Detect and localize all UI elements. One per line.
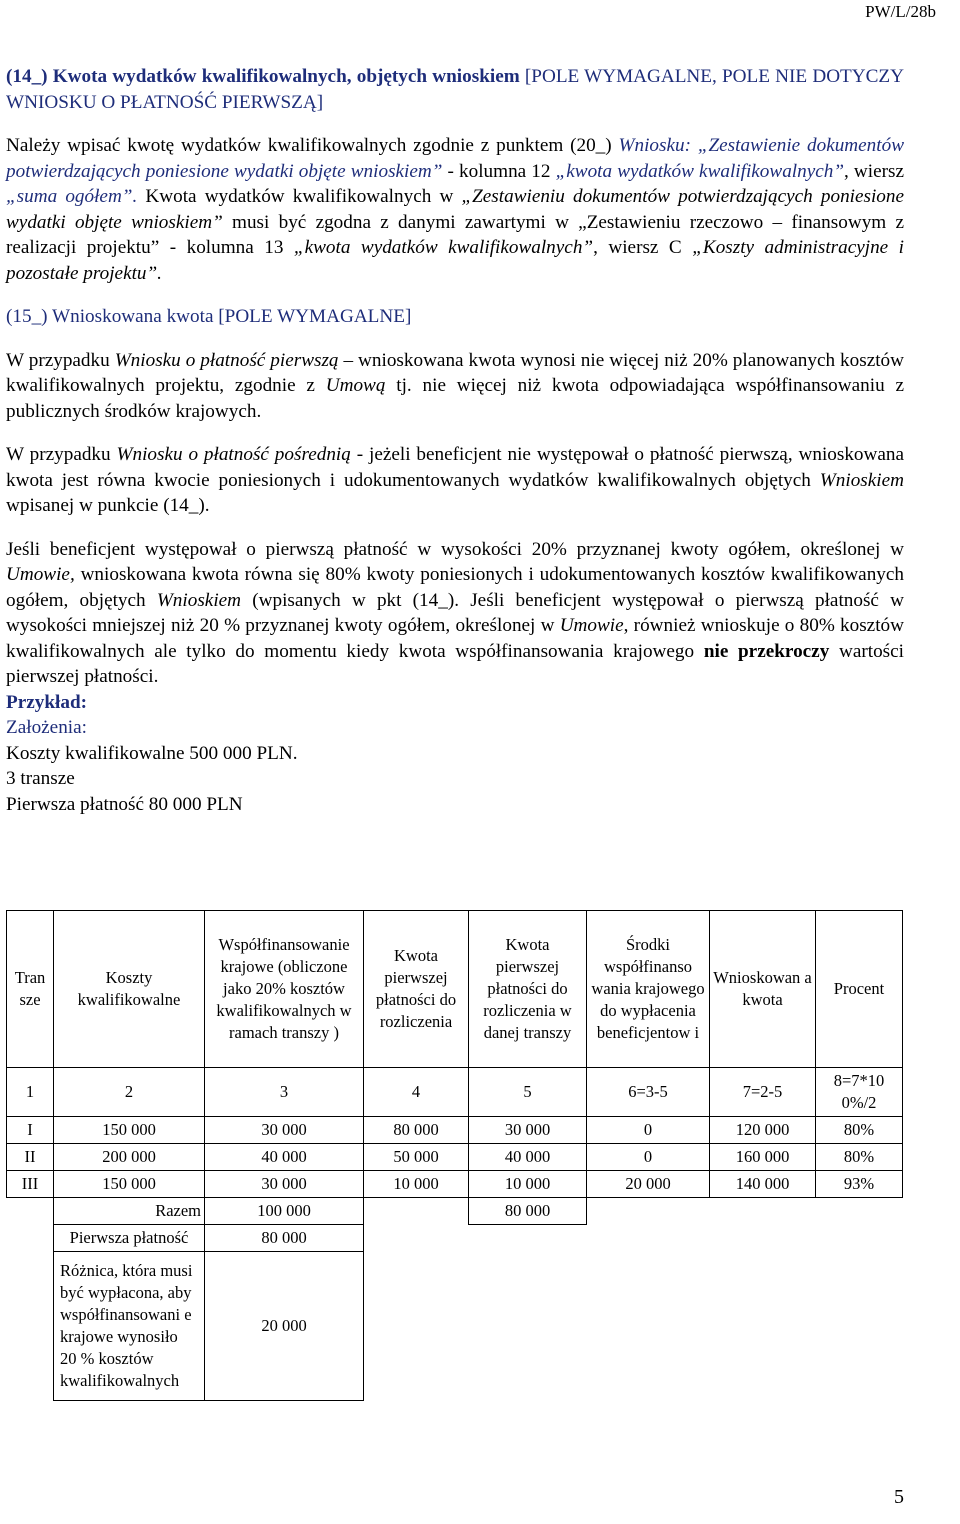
number-cell: 8=7*10 0%/2 <box>816 1068 903 1117</box>
section-15-paragraph-1: W przypadku Wniosku o płatność pierwszą – wnioskowana kwota wynosi nie więcej niż 20% planowanych kosztów kwalifikowalnych projektu, zgodnie z Umową tj. nie więcej niż kwota odpowiadająca współfinansowaniu z publicznych środków krajowych. <box>6 349 904 422</box>
table-cell: 10 000 <box>469 1171 587 1198</box>
table-cell: 93% <box>816 1171 903 1198</box>
table-cell: 80% <box>816 1117 903 1144</box>
number-cell: 6=3-5 <box>587 1068 710 1117</box>
section-15-heading <box>6 304 904 330</box>
table-cell: 30 000 <box>205 1171 364 1198</box>
header-cell: Kwota pierwszej płatności do rozliczenia w danej transzy <box>469 911 587 1068</box>
number-cell: 7=2-5 <box>710 1068 816 1117</box>
number-cell: 4 <box>364 1068 469 1117</box>
example-line-3: Pierwsza płatność 80 000 PLN <box>6 793 243 815</box>
section-14-paragraph: Należy wpisać kwotę wydatków kwalifikowalnych zgodnie z punktem (20_) Wniosku: „Zestawienie dokumentów potwierdzających poniesione wydatki objęte wnioskiem” - kolumna 12 „kwota wydatków kwalifikowalnych”, wiersz „suma ogółem”. Kwota wydatków kwalifikowalnych w „Zestawieniu dokumentów potwierdzających poniesione wydatki objęte wnioskiem” musi być zgodna z danymi zawartymi w „Zestawieniu rzeczowo – finansowym z realizacji projektu” - kolumna 13 „kwota wydatków kwalifikowalnych”, wiersz C „Koszty administracyjne i pozostałe projektu”. <box>6 135 905 284</box>
table-cell: 80% <box>816 1144 903 1171</box>
number-cell: 2 <box>54 1068 205 1117</box>
section-15-paragraph-3: Jeśli beneficjent występował o pierwszą płatność w wysokości 20% przyznanej kwoty ogółem, określonej w Umowie, wnioskowana kwota równa się 80% kwoty poniesionych i udokumentowanych kosztów kwalifikowanych ogółem, objętych Wnioskiem (wpisanych w pkt (14_). Jeśli beneficjent występował o pierwszą płatność w wysokości mniejszej niż 20 % przyznanej kwoty ogółem, określonej w Umowie, również wnioskuje o 80% kosztów kwalifikowalnych ale tylko do momentu kiedy kwota współfinansowania krajowego nie przekroczy wartości pierwszej płatności. <box>6 538 905 687</box>
header-cell: Kwota pierwszej płatności do rozliczenia <box>364 911 469 1068</box>
table-difference-row <box>7 1252 903 1401</box>
section-14-heading <box>6 64 904 115</box>
table-row <box>7 1171 903 1198</box>
section-14-title: (14_) Kwota wydatków kwalifikowalnych, objętych wnioskiem <box>6 66 520 87</box>
example-line-2: 3 transze <box>6 768 75 789</box>
example-table <box>6 910 903 1401</box>
header-cell: Wnioskowan a kwota <box>710 911 816 1068</box>
first-payment-label: Pierwsza płatność <box>54 1225 205 1252</box>
table-cell: 30 000 <box>205 1117 364 1144</box>
table-cell: 120 000 <box>710 1117 816 1144</box>
table-cell: II <box>7 1144 54 1171</box>
total-value: 100 000 <box>205 1198 364 1225</box>
header-cell: Tran sze <box>7 911 54 1068</box>
difference-value: 20 000 <box>205 1252 364 1401</box>
table-number-row <box>7 1068 903 1117</box>
table-cell: 40 000 <box>205 1144 364 1171</box>
total-label: Razem <box>54 1198 205 1225</box>
number-cell: 5 <box>469 1068 587 1117</box>
document-code: PW/L/28b <box>865 2 936 21</box>
table-cell: 30 000 <box>469 1117 587 1144</box>
table-cell: 20 000 <box>587 1171 710 1198</box>
section-15-tag: [POLE WYMAGALNE] <box>218 306 412 327</box>
table-cell: 80 000 <box>364 1117 469 1144</box>
table-cell: 40 000 <box>469 1144 587 1171</box>
header-cell: Współfinansowanie krajowe (obliczone jako 20% kosztów kwalifikowalnych w ramach transzy ) <box>205 911 364 1068</box>
section-15-title: (15_) Wnioskowana kwota <box>6 306 214 327</box>
header-cell: Procent <box>816 911 903 1068</box>
number-cell: 3 <box>205 1068 364 1117</box>
header-cell: Środki współfinanso wania krajowego do wypłacenia beneficjentow i <box>587 911 710 1068</box>
table-first-payment-row <box>7 1225 903 1252</box>
number-cell: 1 <box>7 1068 54 1117</box>
table-cell: 50 000 <box>364 1144 469 1171</box>
table-cell: III <box>7 1171 54 1198</box>
section-15-paragraph-2: W przypadku Wniosku o płatność pośrednią - jeżeli beneficjent nie występował o płatność pierwszą, wnioskowana kwota jest równa kwocie poniesionych i udokumentowanych wydatków kwalifikowalnych objętych Wnioskiem wpisanej w punkcie (14_). <box>6 444 905 516</box>
difference-label: Różnica, która musi być wypłacona, aby współfinansowani e krajowe wynosiło 20 % kosztów kwalifikowalnych <box>54 1252 205 1401</box>
table-cell: 10 000 <box>364 1171 469 1198</box>
table-cell: 160 000 <box>710 1144 816 1171</box>
total-first-payment: 80 000 <box>469 1198 587 1225</box>
table-cell: 140 000 <box>710 1171 816 1198</box>
table-cell: 150 000 <box>54 1117 205 1144</box>
table-cell: 200 000 <box>54 1144 205 1171</box>
table-cell: 150 000 <box>54 1171 205 1198</box>
table-cell: 0 <box>587 1117 710 1144</box>
document-body <box>6 64 904 817</box>
example-assumptions: Założenia: <box>6 717 87 738</box>
first-payment-value: 80 000 <box>205 1225 364 1252</box>
header-cell: Koszty kwalifikowalne <box>54 911 205 1068</box>
table-row <box>7 1117 903 1144</box>
table-header-row <box>7 911 903 1068</box>
section-14-tag: [POLE WYMAGALNE, POLE NIE DOTYCZY WNIOSKU O PŁATNOŚĆ PIERWSZĄ] <box>6 66 904 113</box>
table-cell: 0 <box>587 1144 710 1171</box>
page-number: 5 <box>894 1486 904 1508</box>
table-row <box>7 1144 903 1171</box>
example-line-1: Koszty kwalifikowalne 500 000 PLN. <box>6 742 298 764</box>
example-heading: Przykład: <box>6 691 88 713</box>
table-total-row <box>7 1198 903 1225</box>
table-cell: I <box>7 1117 54 1144</box>
